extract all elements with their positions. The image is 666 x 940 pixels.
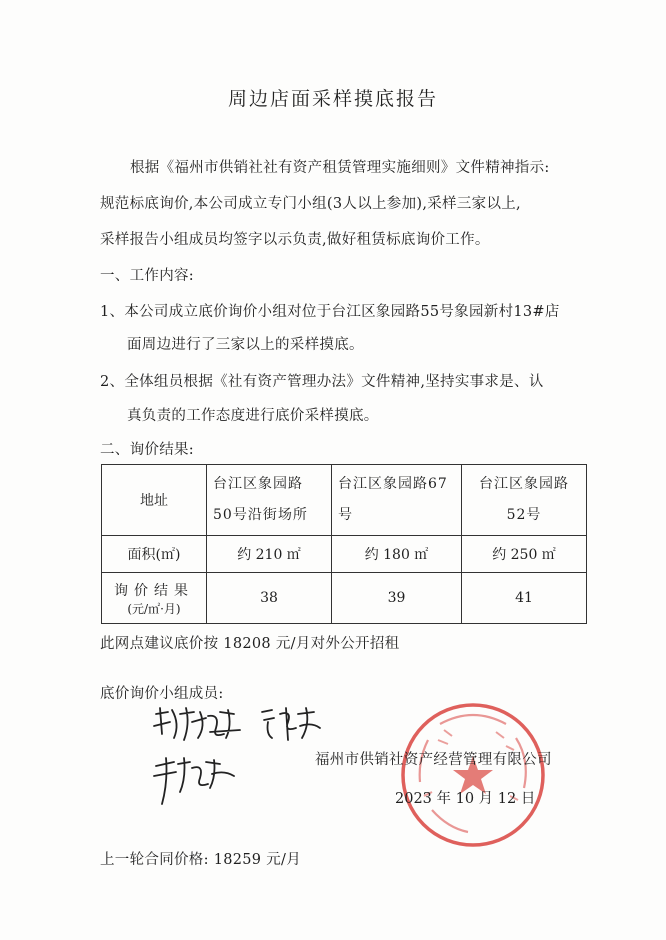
- work-item-1: 1、本公司成立底价询价小组对位于台江区象园路55号象园新村13#店: [100, 304, 560, 320]
- signature-2: [258, 704, 328, 744]
- signature-3: [150, 752, 240, 808]
- area-header: 面积(㎡): [102, 536, 207, 573]
- work-item-2-cont: 真负责的工作态度进行底价采样摸底。: [127, 408, 379, 424]
- address-line: 台江区象园路67: [338, 476, 448, 492]
- address-cell: [462, 465, 587, 536]
- area-cell: 约 250 ㎡: [462, 536, 587, 573]
- table-row: [102, 465, 587, 536]
- address-line: 号: [338, 507, 353, 523]
- company-name: 福州市供销社资产经营管理有限公司: [315, 752, 552, 768]
- intro-line: 规范标底询价,本公司成立专门小组(3人以上参加),采样三家以上,: [100, 196, 521, 212]
- page-title: 周边店面采样摸底报告: [227, 88, 438, 110]
- address-cell: [207, 465, 332, 536]
- work-item-1-cont: 面周边进行了三家以上的采样摸底。: [127, 337, 364, 353]
- address-line: 52号: [506, 507, 542, 523]
- table-row: [102, 536, 587, 573]
- section1-heading: 一、工作内容:: [100, 268, 194, 284]
- address-cell: [332, 465, 462, 536]
- table-row: [102, 573, 587, 624]
- intro-paragraph: [100, 150, 600, 258]
- report-date: 2023 年 10 月 12 日: [395, 791, 536, 807]
- price-table: [101, 464, 587, 624]
- price-header: [102, 573, 207, 624]
- section2-heading: 二、询价结果:: [100, 442, 194, 458]
- address-line: 50号沿街场所: [213, 507, 308, 523]
- members-label: 底价询价小组成员:: [100, 686, 224, 702]
- address-header: 地址: [102, 465, 207, 536]
- signature-1: [150, 704, 245, 744]
- price-unit: (元/㎡·月): [127, 601, 181, 616]
- address-line: 台江区象园路: [213, 476, 303, 492]
- intro-line: 采样报告小组成员均签字以示负责,做好租赁标底询价工作。: [100, 232, 490, 248]
- price-cell: 39: [332, 573, 462, 624]
- price-cell: 38: [207, 573, 332, 624]
- area-cell: 约 180 ㎡: [332, 536, 462, 573]
- address-line: 台江区象园路: [479, 476, 569, 492]
- last-contract-price: 上一轮合同价格: 18259 元/月: [100, 852, 302, 868]
- area-cell: 约 210 ㎡: [207, 536, 332, 573]
- price-label: 询价结果: [114, 582, 194, 599]
- work-item-2: 2、全体组员根据《社有资产管理办法》文件精神,坚持实事求是、认: [100, 374, 544, 390]
- price-cell: 41: [462, 573, 587, 624]
- suggestion-text: 此网点建议底价按 18208 元/月对外公开招租: [100, 636, 400, 652]
- intro-line: 根据《福州市供销社社有资产租赁管理实施细则》文件精神指示:: [130, 160, 550, 176]
- company-seal: [398, 700, 548, 850]
